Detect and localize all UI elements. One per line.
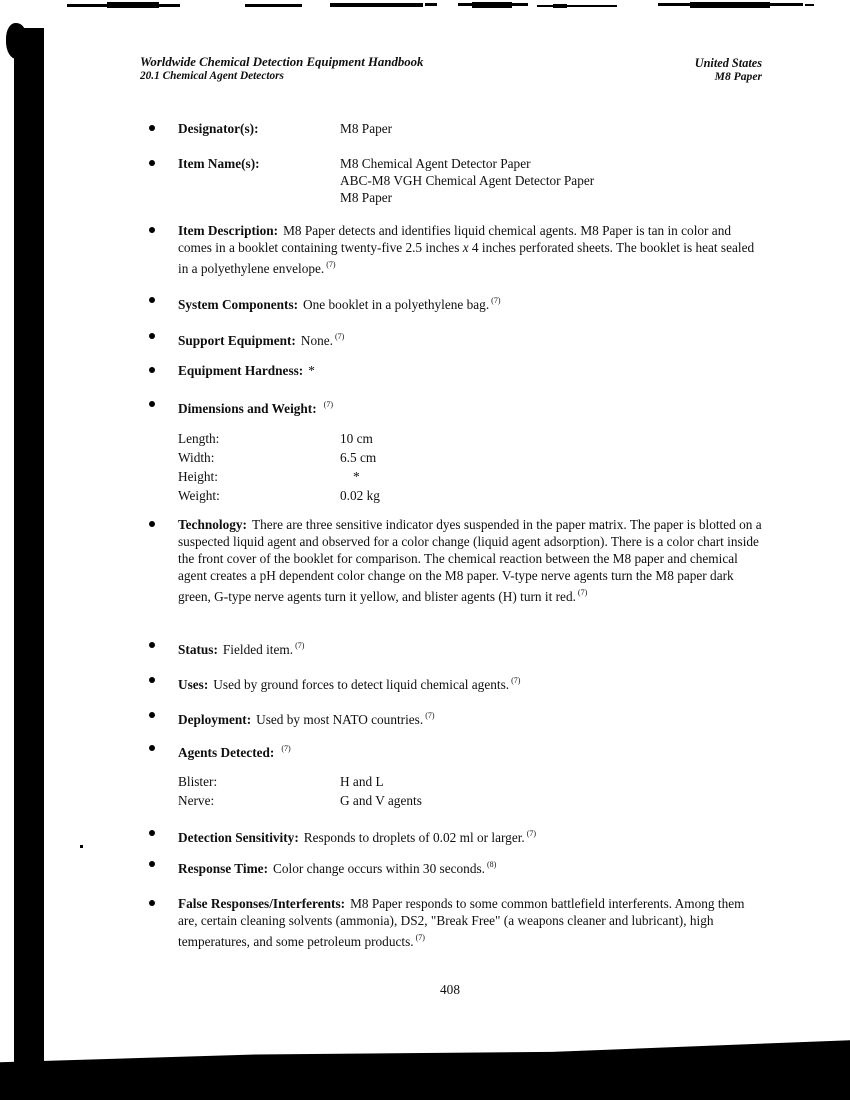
field-value: M8 Paper (340, 121, 393, 136)
field-label: Equipment Hardness: (178, 363, 304, 378)
table-row (178, 791, 738, 810)
field-label: False Responses/Interferents: (178, 896, 346, 911)
item-name: M8 Chemical Agent Detector Paper (340, 156, 531, 171)
section-item-description (140, 222, 764, 277)
table-row (178, 429, 738, 448)
dim-value: 10 cm (340, 431, 373, 446)
agent-class-label: Blister: (178, 774, 218, 789)
scan-artifact-speck (80, 845, 83, 848)
table-row (178, 486, 738, 505)
footnote-ref: (7) (326, 260, 336, 269)
dim-label: Width: (178, 450, 215, 465)
bullet-icon (140, 672, 178, 693)
footnote-ref: (7) (335, 332, 345, 341)
section-item-names (140, 155, 764, 206)
dimensions-table (178, 429, 738, 505)
section-status (140, 637, 764, 658)
table-row (178, 467, 738, 486)
section-agents-detected (140, 740, 764, 761)
section-equipment-hardness (140, 362, 764, 379)
scan-artifact-dash (690, 2, 770, 8)
field-text: 4 inches perforated sheets. The booklet is heat sealed in a polyethylene envelope. (178, 240, 755, 276)
field-label: Dimensions and Weight: (178, 401, 317, 416)
field-text: Used by ground forces to detect liquid chemical agents. (213, 677, 510, 692)
section-detection-sensitivity (140, 825, 764, 846)
scan-artifact-dash (245, 4, 302, 7)
footnote-ref: (7) (577, 588, 588, 597)
field-text: None. (300, 333, 334, 348)
bullet-icon (140, 155, 178, 206)
bullet-icon (140, 825, 178, 846)
field-label: Detection Sensitivity: (178, 830, 299, 845)
header-country: United States (694, 56, 762, 70)
footnote-ref: (7) (526, 829, 537, 838)
header-left (140, 55, 423, 83)
dim-label: Weight: (178, 488, 220, 503)
agents-table (178, 772, 738, 810)
bullet-icon (140, 292, 178, 313)
bullet-icon (140, 707, 178, 728)
bullet-icon (140, 362, 178, 379)
section-technology (140, 516, 764, 605)
scan-artifact-dash (537, 5, 617, 7)
scan-artifact-dash (425, 3, 437, 6)
bullet-icon (140, 120, 178, 137)
field-text: M8 Paper responds to some common battlefield interferents. Among them are, certain cleaning solvents (ammonia), DS2, "Break Free" (a weapons cleaner and lubricant), high temperatures, and some petroleum products. (178, 896, 745, 949)
section-false-responses (140, 895, 764, 950)
field-text: Fielded item. (222, 642, 294, 657)
field-text: There are three sensitive indicator dyes suspended in the paper matrix. The paper is blotted on a suspected liquid agent and observed for a color change (liquid agent adsorption). There is a color chart inside the front cover of the booklet for comparison. The chemical reaction between the M8 paper and chemical agent creates a pH dependent color change on the M8 paper. V-type nerve agents turn the M8 paper dark green, G-type nerve agents turn it yellow, and blister agents (H) turn it red. (178, 517, 762, 604)
scan-artifact-dash (330, 3, 423, 7)
scan-artifact-dash (472, 2, 512, 8)
footnote-ref: (7) (281, 744, 291, 753)
section-designator (140, 120, 764, 137)
page-number: 408 (440, 982, 460, 997)
book-title: Worldwide Chemical Detection Equipment Handbook (140, 55, 424, 69)
field-label: Uses: (178, 677, 209, 692)
field-text: One booklet in a polyethylene bag. (303, 297, 490, 312)
field-label: Technology: (178, 517, 247, 532)
agent-class-value: H and L (340, 774, 384, 789)
field-label: Status: (178, 642, 218, 657)
footnote-ref: (7) (491, 296, 501, 305)
dim-label: Length: (178, 431, 220, 446)
header-right (695, 56, 762, 84)
item-name: M8 Paper (340, 190, 393, 205)
section-deployment (140, 707, 764, 728)
dim-value: * (353, 469, 360, 484)
field-text: * (308, 363, 315, 378)
field-label: Agents Detected: (178, 745, 275, 760)
section-uses (140, 672, 764, 693)
bullet-icon (140, 895, 178, 950)
agent-class-value: G and V agents (340, 793, 422, 808)
agent-class-label: Nerve: (178, 793, 215, 808)
section-response-time (140, 856, 764, 877)
scan-artifact-dash (107, 2, 159, 8)
footnote-ref: (7) (295, 641, 305, 650)
footnote-ref: (7) (323, 400, 333, 409)
bullet-icon (140, 222, 178, 277)
footnote-ref: (7) (511, 676, 521, 685)
footnote-ref: (8) (486, 860, 497, 869)
footnote-ref: (7) (425, 711, 435, 720)
bullet-icon (140, 856, 178, 877)
field-label: Item Name(s): (178, 156, 260, 171)
scan-artifact-spine-bar (14, 28, 44, 1062)
field-label: Support Equipment: (178, 333, 296, 348)
bullet-icon (140, 328, 178, 349)
chapter-title: 20.1 Chemical Agent Detectors (140, 70, 284, 82)
header-item-name: M8 Paper (714, 70, 762, 83)
dim-value: 0.02 kg (340, 488, 380, 503)
field-label: Designator(s): (178, 121, 259, 136)
section-dimensions-weight (140, 396, 764, 417)
field-label: Response Time: (178, 861, 269, 876)
section-system-components (140, 292, 764, 313)
field-text: Used by most NATO countries. (256, 712, 424, 727)
field-values (340, 155, 594, 206)
field-label: Deployment: (178, 712, 252, 727)
field-text: Color change occurs within 30 seconds. (273, 861, 485, 876)
table-row (178, 772, 738, 791)
footnote-ref: (7) (415, 933, 425, 942)
table-row (178, 448, 738, 467)
dim-label: Height: (178, 469, 218, 484)
section-support-equipment (140, 328, 764, 349)
bullet-icon (140, 740, 178, 761)
dim-value: 6.5 cm (340, 450, 377, 465)
field-text: M8 Paper detects and identifies liquid chemical agents. M8 Paper is tan in color and comes in a booklet containing twenty-five 2.5 inches (178, 223, 731, 255)
field-text: Responds to droplets of 0.02 ml or larger. (303, 830, 525, 845)
item-name: ABC-M8 VGH Chemical Agent Detector Paper (340, 173, 595, 188)
scan-artifact-dash (805, 4, 814, 6)
field-label: System Components: (178, 297, 299, 312)
scan-artifact-dash (553, 4, 567, 8)
field-text-italic: x (462, 240, 469, 255)
field-label: Item Description: (178, 223, 279, 238)
bullet-icon (140, 637, 178, 658)
bullet-icon (140, 396, 178, 417)
scan-artifact-bottom-shadow (0, 1035, 850, 1100)
bullet-icon (140, 516, 178, 605)
